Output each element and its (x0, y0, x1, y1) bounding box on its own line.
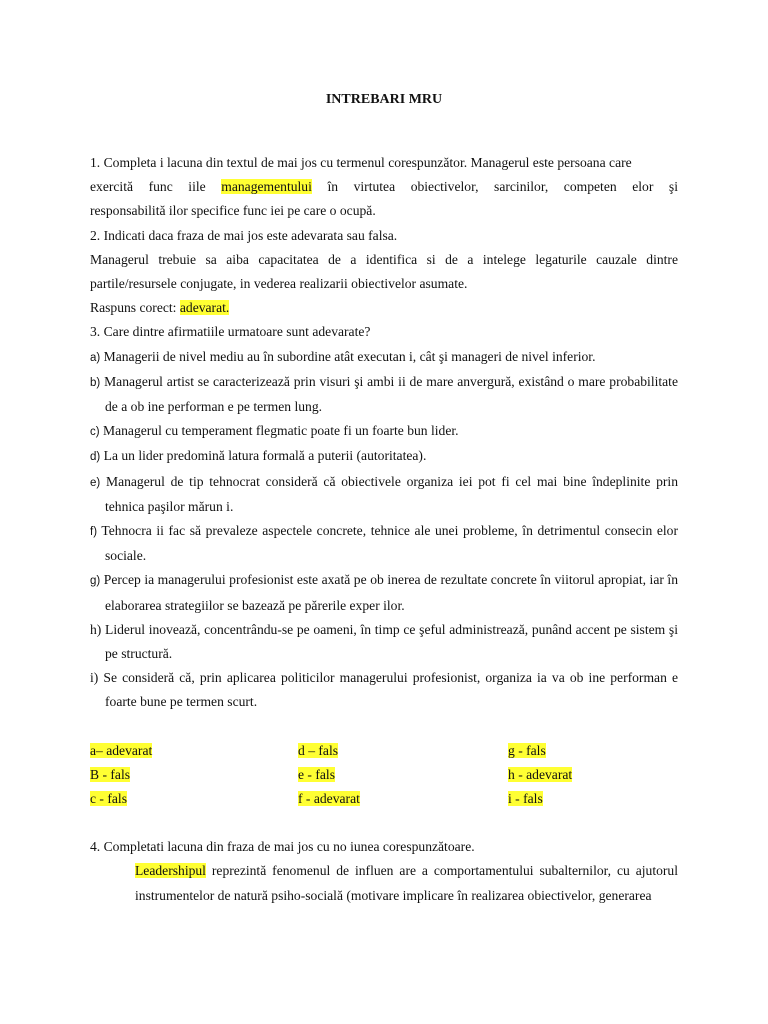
q1-line2-pre: exercită func iile (90, 179, 206, 195)
q3-item-text: La un lider predomină latura formală a puterii (autoritatea). (103, 448, 427, 464)
answer-cell: B - fals (90, 766, 131, 782)
q3-item-text: i) Se consideră că, prin aplicarea politicilor managerului profesionist, organiza ia va ob ine performan e foarte bune pe termen scurt. (90, 670, 678, 710)
q3-item (90, 419, 678, 444)
document-title: INTREBARI MRU (325, 92, 443, 107)
q3-item-marker: c) (90, 426, 100, 439)
q3-answer-grid (90, 739, 678, 812)
q3-item-marker: e) (90, 476, 101, 489)
answer-cell: d – fals (298, 742, 339, 758)
answer-row (90, 739, 678, 763)
answer-row (90, 787, 678, 811)
q3-item (90, 345, 678, 370)
answer-column (90, 739, 298, 763)
q3-item-marker: f) (90, 526, 98, 539)
q4-highlight: Leadershipul (135, 863, 206, 879)
answer-column (508, 763, 678, 787)
q3-items (90, 345, 678, 715)
answer-cell: h - adevarat (508, 766, 573, 782)
q2-line1: 2. Indicati daca fraza de mai jos este adevarata sau falsa. (90, 227, 398, 243)
q2-answer-value: adevarat. (179, 300, 230, 316)
q3-item (90, 666, 678, 714)
q2-answer-label: Raspuns corect: (90, 300, 177, 316)
q3-item-text: Tehnocra ii fac să prevaleze aspectele concrete, tehnice ale unei probleme, în detrimentul consecin elor sociale. (101, 523, 679, 564)
q3-item (90, 470, 678, 519)
q3-item-marker: d) (90, 451, 101, 464)
answer-column (508, 739, 678, 763)
spacer (90, 811, 678, 835)
q4-paragraph (90, 859, 678, 907)
q2-statement: Managerul trebuie sa aiba capacitatea de a identifica si de a intelege legaturile cauzale dintre partile/resursele conjugate, in vederea realizarii obiectivelor asumate. (90, 251, 678, 292)
q1-line3: responsabilită ilor specifice func iei pe care o ocupă. (90, 203, 376, 219)
q3-item-text: h) Liderul inovează, concentrându-se pe oameni, în timp ce şeful administrează, punând accent pe sistem şi pe structură. (90, 621, 678, 662)
q2-answer (90, 296, 678, 320)
answer-column (298, 763, 508, 787)
q3-item-marker: g) (90, 575, 101, 588)
answer-cell: g - fals (508, 742, 546, 758)
q3-item (90, 618, 678, 666)
q3-item (90, 444, 678, 469)
q1-line2-post: în virtutea obiectivelor, sarcinilor, competen elor şi (327, 179, 678, 195)
q4-rest: reprezintă fenomenul de influen are a comportamentului subalternilor, cu ajutorul instrumentelor de natură psiho-socială (motivare implicare în realizarea obiectivelor, generarea (135, 863, 678, 903)
answer-column (90, 787, 298, 811)
q3-item-text: Managerul artist se caracterizează prin visuri şi ambi ii de mare anvergură, existând o mare probabilitate de a ob ine performan e pe termen lung. (104, 373, 678, 415)
q3-item-marker: b) (90, 376, 101, 389)
answer-cell: e - fals (298, 766, 335, 782)
q4-line1: 4. Completati lacuna din fraza de mai jos cu no iunea corespunzătoare. (90, 839, 475, 855)
q1-line2 (90, 175, 678, 199)
answer-cell: i - fals (508, 791, 543, 807)
answer-column (298, 787, 508, 811)
q1-highlight: managementului (221, 179, 312, 195)
answer-column (508, 787, 678, 811)
q3-item (90, 519, 678, 568)
answer-cell: f - adevarat (298, 791, 360, 807)
q3-item-text: Managerul de tip tehnocrat consideră că obiectivele organiza iei pot fi cel mai bine îndeplinite prin tehnica paşilor mărun i. (105, 473, 678, 514)
q3-item-text: Percep ia managerului profesionist este axată pe ob inerea de rezultate concrete în viitorul apropiat, iar în elaborarea strategiilor se bazează pe părerile exper ilor. (103, 572, 679, 613)
q3-item (90, 568, 678, 617)
q3-item-text: Managerii de nivel mediu au în subordine atât executan i, cât şi manageri de nivel inferior. (103, 348, 596, 364)
answer-column (298, 739, 508, 763)
q1-line1: 1. Completa i lacuna din textul de mai jos cu termenul corespunzător. Managerul este persoana care (90, 155, 632, 170)
q3-item (90, 370, 678, 419)
answer-row (90, 763, 678, 787)
q3-item-marker: a) (90, 351, 101, 364)
answer-cell: c - fals (90, 791, 127, 807)
answer-cell: a– adevarat (90, 742, 153, 758)
q3-line1: 3. Care dintre afirmatiile urmatoare sunt adevarate? (90, 324, 371, 340)
document-body (90, 151, 678, 908)
spacer (90, 715, 678, 739)
answer-column (90, 763, 298, 787)
q3-item-text: Managerul cu temperament flegmatic poate fi un foarte bun lider. (103, 423, 459, 439)
